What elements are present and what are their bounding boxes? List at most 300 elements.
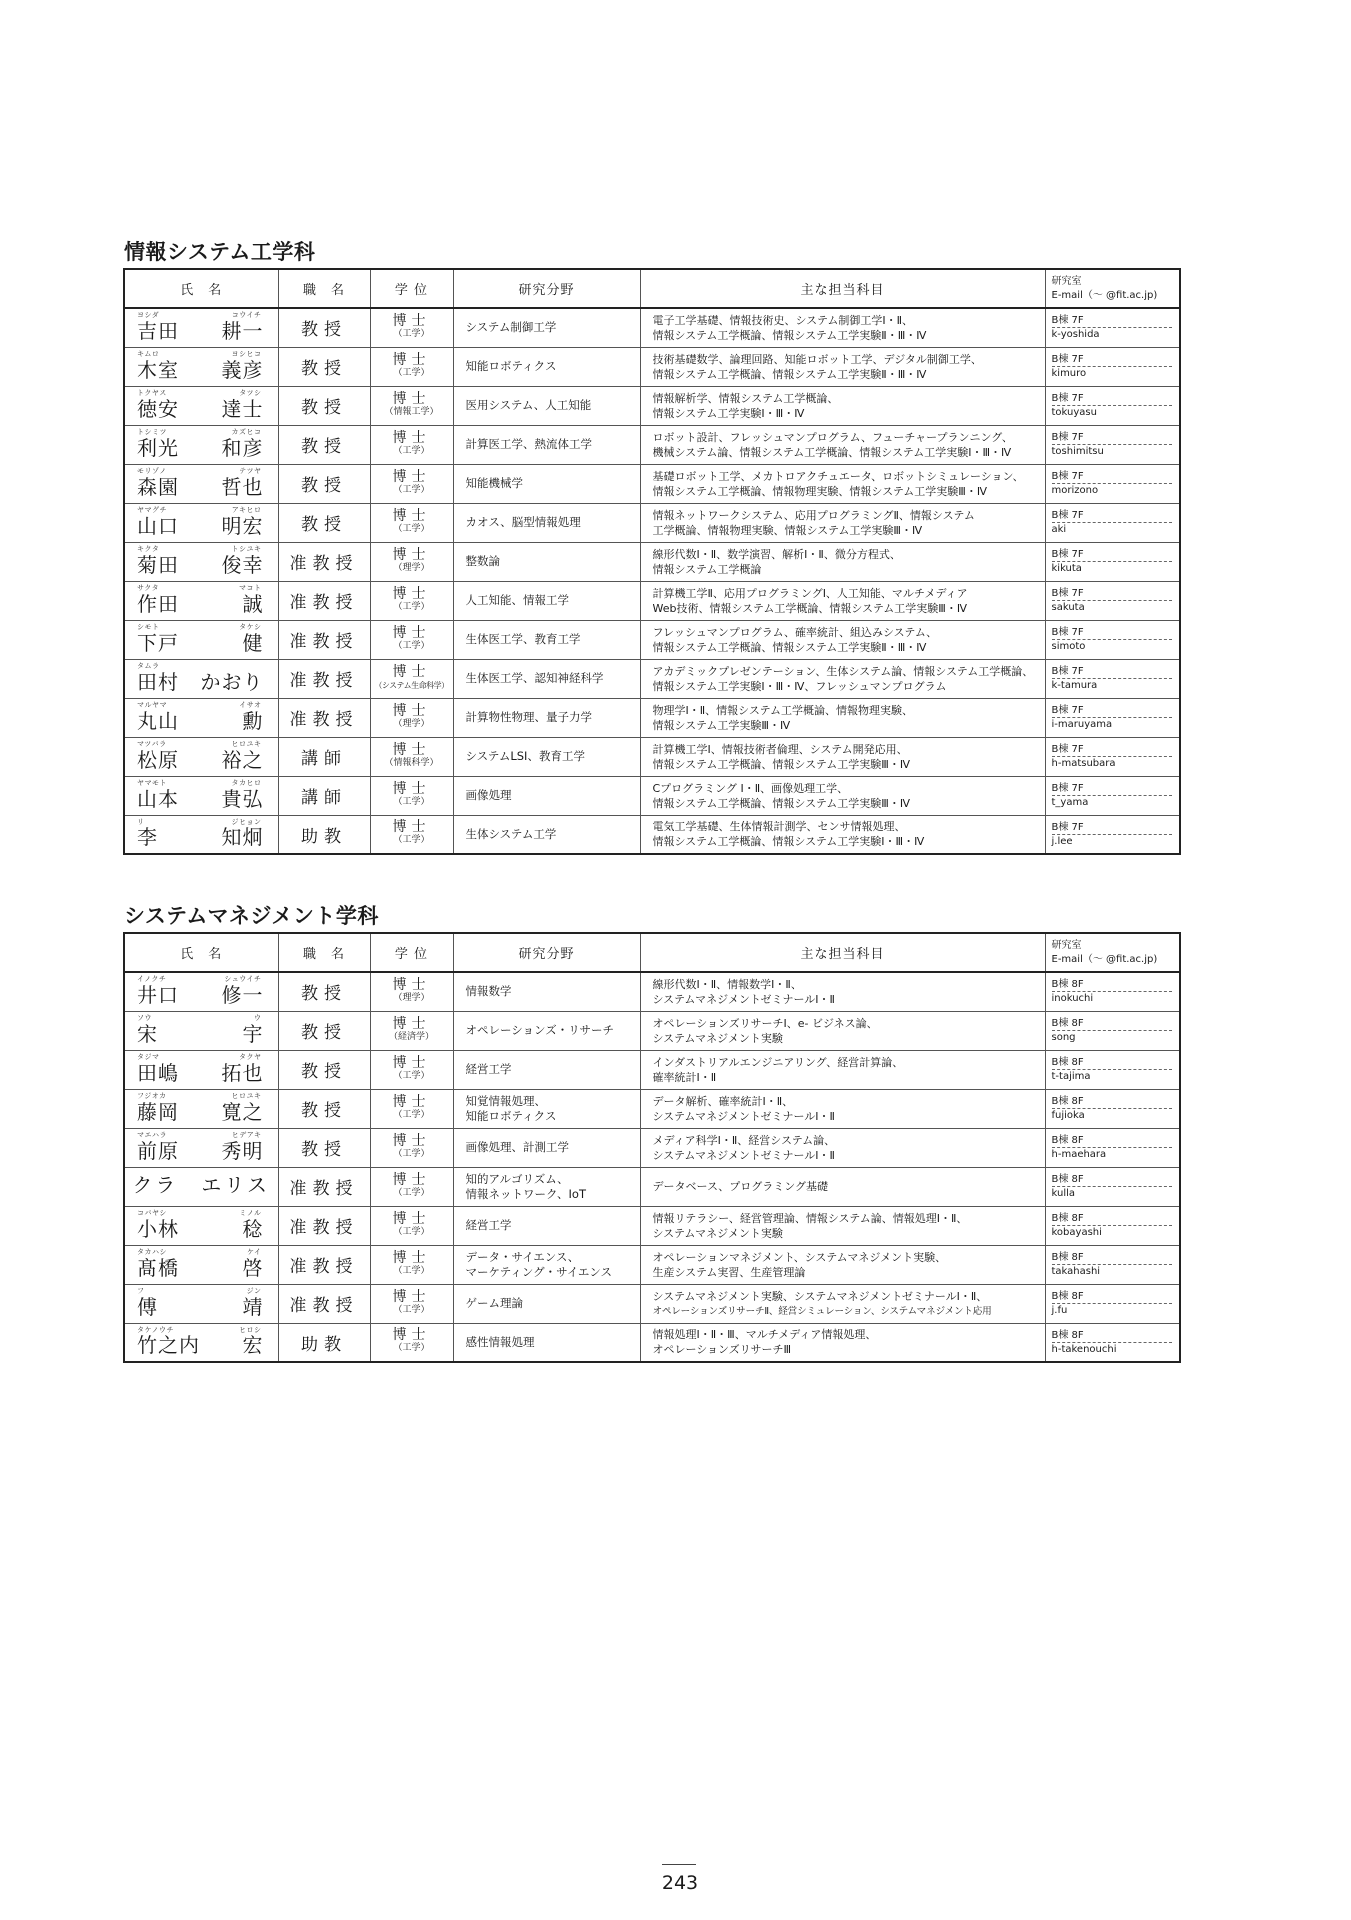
room: B棟 7F (1052, 509, 1172, 523)
degree-title: 博士 (392, 1132, 431, 1149)
subject-line: 情報処理Ⅰ・Ⅱ・Ⅲ、マルチメディア情報処理、 (652, 1328, 877, 1342)
subject-line: オペレーションズリサーチⅠ、e- ビジネス論、 (652, 1016, 878, 1030)
subjects-cell (640, 1167, 1045, 1206)
subject-line: システムマネジメント実験、システムマネジメントゼミナールⅠ・Ⅱ、 (652, 1289, 988, 1303)
family-name: 山本 (137, 786, 179, 811)
faculty-degree-cell (370, 308, 453, 347)
faculty-position: 准教授 (278, 1284, 370, 1323)
email: fujioka (1051, 1110, 1085, 1121)
faculty-name-cell (124, 620, 278, 659)
room: B棟 7F (1052, 548, 1172, 562)
furigana-given: アキヒロ (231, 505, 262, 514)
faculty-degree-cell (370, 972, 453, 1011)
furigana-given: ジヒョン (231, 817, 262, 826)
faculty-degree-cell (370, 1089, 453, 1128)
research-field-line: 生体医工学、認知神経科学 (465, 671, 604, 685)
faculty-position: 教授 (278, 1011, 370, 1050)
subject-line: 電気工学基礎、生体情報計測学、センサ情報処理、 (652, 820, 906, 834)
header-email: E-mail（～ @fit.ac.jp) (1051, 289, 1158, 301)
subject-line: 情報システム工学実験Ⅰ・Ⅲ・Ⅳ、フレッシュマンプログラム (652, 679, 947, 693)
degree-title: 博士 (392, 741, 431, 758)
furigana-given: ジン (246, 1286, 262, 1295)
faculty-position: 教授 (278, 1128, 370, 1167)
furigana-given: シュウイチ (224, 975, 262, 983)
research-field-cell (453, 1050, 640, 1089)
faculty-position: 教授 (278, 1089, 370, 1128)
degree-field: （システム生命科学） (374, 680, 449, 690)
table-row (124, 503, 1180, 542)
subjects-cell (640, 386, 1045, 425)
room-email-cell (1045, 542, 1180, 581)
subjects-cell (640, 1284, 1045, 1323)
room-email-cell (1045, 1050, 1180, 1089)
research-field-cell (453, 347, 640, 386)
header-room: 研究室 (1051, 939, 1082, 951)
given-name: 義彦 (221, 357, 264, 382)
subject-line: データベース、プログラミング基礎 (652, 1180, 829, 1193)
email: song (1051, 1032, 1076, 1043)
research-field-line: 知的アルゴリズム、 (465, 1171, 569, 1186)
faculty-table-system-management (123, 932, 1181, 1363)
faculty-position: 教授 (278, 308, 370, 347)
family-name: 山口 (137, 513, 179, 538)
room-email-cell (1045, 776, 1180, 815)
room: B棟 8F (1052, 1095, 1172, 1109)
faculty-name-cell (124, 1128, 278, 1167)
degree-title: 博士 (392, 780, 431, 797)
room-email-cell (1045, 1206, 1180, 1245)
table-row (124, 425, 1180, 464)
family-name: 傅 (137, 1294, 158, 1319)
subjects-cell (640, 1011, 1045, 1050)
faculty-degree-cell (370, 464, 453, 503)
given-name: 和彦 (221, 435, 264, 460)
degree-field: （工学） (393, 640, 430, 651)
room: B棟 8F (1052, 1251, 1172, 1265)
faculty-position: 講師 (278, 776, 370, 815)
research-field-line: 画像処理 (465, 788, 512, 802)
family-name: 松原 (137, 747, 179, 772)
furigana-family: マツバラ (137, 739, 167, 748)
degree-field: （理学） (393, 562, 430, 573)
email: t-tajima (1051, 1071, 1091, 1082)
table-row (124, 776, 1180, 815)
degree-field: （理学） (393, 992, 430, 1003)
given-name: 誠 (242, 591, 264, 616)
subject-line: 計算機工学Ⅱ、応用プログラミングⅠ、人工知能、マルチメディア (652, 586, 968, 600)
given-name: 宏 (242, 1333, 264, 1357)
faculty-position: 准教授 (278, 698, 370, 737)
degree-title: 博士 (392, 1171, 431, 1188)
furigana-given: ケイ (246, 1247, 262, 1256)
family-name: 徳安 (137, 396, 179, 421)
family-name: 森園 (137, 474, 179, 499)
room: B棟 7F (1052, 821, 1172, 835)
research-field-cell (453, 464, 640, 503)
email: h-matsubara (1051, 758, 1116, 769)
research-field-line: 経営工学 (465, 1062, 512, 1076)
faculty-name-cell (124, 776, 278, 815)
header-position: 職 名 (278, 269, 370, 308)
faculty-position: 教授 (278, 347, 370, 386)
degree-field: （工学） (393, 796, 430, 807)
degree-field: （工学） (393, 484, 430, 495)
room: B棟 7F (1052, 782, 1172, 796)
furigana-family: キムロ (137, 349, 160, 358)
research-field-cell (453, 542, 640, 581)
research-field-cell (453, 1089, 640, 1128)
subjects-cell (640, 1128, 1045, 1167)
header-field: 研究分野 (453, 269, 640, 308)
faculty-degree-cell (370, 1167, 453, 1206)
degree-title: 博士 (392, 1210, 431, 1227)
header-subjects: 主な担当科目 (640, 933, 1045, 972)
subject-line: 情報システム工学実験Ⅲ・Ⅳ (652, 718, 791, 732)
faculty-position: 助教 (278, 815, 370, 854)
room-email-cell (1045, 1167, 1180, 1206)
degree-field: （工学） (393, 1070, 430, 1081)
research-field-line: ゲーム理論 (465, 1296, 523, 1310)
room: B棟 7F (1052, 314, 1172, 328)
research-field-cell (453, 425, 640, 464)
furigana-given: トシユキ (231, 544, 262, 553)
faculty-name-cell (124, 1284, 278, 1323)
subjects-cell (640, 308, 1045, 347)
furigana-family: トクヤス (137, 388, 167, 397)
header-name: 氏 名 (124, 933, 278, 972)
email: t_yama (1051, 797, 1089, 808)
degree-field: （工学） (393, 1343, 430, 1354)
given-name: 明宏 (221, 513, 264, 538)
header-email: E-mail（～ @fit.ac.jp) (1051, 953, 1158, 965)
table-row (124, 347, 1180, 386)
room-email-cell (1045, 815, 1180, 854)
degree-title: 博士 (392, 1327, 431, 1344)
research-field-line: 生体医工学、教育工学 (465, 632, 581, 646)
furigana-family: タジマ (137, 1052, 160, 1061)
table-row (124, 308, 1180, 347)
subjects-cell (640, 1206, 1045, 1245)
given-name: 寛之 (221, 1099, 264, 1124)
furigana-family: ヤマモト (137, 778, 167, 787)
email: inokuchi (1051, 993, 1094, 1005)
subjects-cell (640, 659, 1045, 698)
table-row (124, 1128, 1180, 1167)
degree-field: （工学） (393, 601, 430, 612)
table-row (124, 1206, 1180, 1245)
faculty-degree-cell (370, 1284, 453, 1323)
faculty-position: 教授 (278, 1050, 370, 1089)
furigana-family: コバヤシ (137, 1208, 167, 1217)
table-row (124, 815, 1180, 854)
research-field-line: マーケティング・サイエンス (465, 1264, 613, 1279)
subject-line: 情報システム工学概論、情報システム工学実験Ⅰ・Ⅲ・Ⅳ (652, 835, 925, 849)
faculty-position: 教授 (278, 386, 370, 425)
degree-field: （理学） (393, 718, 430, 729)
research-field-line: 感性情報処理 (465, 1334, 535, 1349)
subject-line: 情報システム工学概論、情報システム工学実験Ⅱ・Ⅲ・Ⅳ (652, 640, 927, 654)
faculty-degree-cell (370, 1011, 453, 1050)
subject-line: システムマネジメント実験 (652, 1031, 783, 1045)
room: B棟 7F (1052, 743, 1172, 757)
table-row (124, 1245, 1180, 1284)
header-room-email (1045, 933, 1180, 972)
faculty-name-cell (124, 1089, 278, 1128)
room: B棟 8F (1052, 1134, 1172, 1148)
furigana-family: マルヤマ (137, 700, 167, 709)
room: B棟 7F (1052, 470, 1172, 484)
subject-line: データ解析、確率統計Ⅰ・Ⅱ、 (652, 1094, 794, 1108)
degree-title: 博士 (392, 624, 431, 641)
degree-field: （工学） (393, 445, 430, 456)
faculty-name: クラ エリス (132, 1172, 271, 1197)
research-field-cell (453, 815, 640, 854)
faculty-position: 准教授 (278, 1245, 370, 1284)
research-field-cell (453, 776, 640, 815)
faculty-position: 教授 (278, 425, 370, 464)
room: B棟 7F (1052, 353, 1172, 367)
room: B棟 7F (1052, 392, 1172, 406)
research-field-cell (453, 386, 640, 425)
table-row (124, 464, 1180, 503)
furigana-given: カズヒコ (231, 427, 262, 436)
subject-line: 計算機工学Ⅰ、情報技術者倫理、システム開発応用、 (652, 742, 908, 756)
subjects-cell (640, 698, 1045, 737)
room-email-cell (1045, 581, 1180, 620)
room-email-cell (1045, 308, 1180, 347)
email: takahashi (1051, 1266, 1101, 1277)
email: kimuro (1051, 368, 1087, 379)
furigana-family: タカハシ (137, 1247, 167, 1256)
degree-field: （工学） (393, 328, 430, 339)
room: B棟 7F (1052, 626, 1172, 640)
room: B棟 8F (1052, 1212, 1172, 1226)
furigana-family: フ (137, 1286, 145, 1295)
email: kikuta (1051, 563, 1082, 574)
subjects-cell (640, 737, 1045, 776)
degree-title: 博士 (392, 976, 431, 993)
room-email-cell (1045, 698, 1180, 737)
research-field-line: 整数論 (465, 554, 500, 568)
subject-line: 情報システム工学概論、情報システム工学実験Ⅱ・Ⅲ・Ⅳ (652, 367, 927, 381)
header-room: 研究室 (1051, 275, 1082, 287)
research-field-cell (453, 1206, 640, 1245)
room-email-cell (1045, 503, 1180, 542)
faculty-name-cell (124, 972, 278, 1011)
table-row (124, 1323, 1180, 1362)
family-name: 利光 (137, 435, 179, 460)
email: kobayashi (1051, 1227, 1102, 1238)
furigana-given: ヨシヒコ (231, 349, 262, 358)
family-name: 藤岡 (137, 1099, 179, 1124)
research-field-cell (453, 972, 640, 1011)
given-name: 宇 (242, 1021, 264, 1046)
given-name: 靖 (242, 1294, 264, 1319)
table-header-row (124, 269, 1180, 308)
faculty-degree-cell (370, 620, 453, 659)
family-name: 竹之内 (137, 1333, 200, 1357)
degree-field: （工学） (393, 835, 430, 846)
email: j.lee (1051, 835, 1073, 847)
subject-line: 情報システム工学概論、情報システム工学実験Ⅱ・Ⅲ・Ⅳ (652, 328, 927, 342)
faculty-name-cell (124, 1206, 278, 1245)
email: k-tamura (1051, 680, 1098, 691)
subject-line: オペレーションズリサーチⅡ、経営シミュレーション、システムマネジメント応用 (652, 1305, 992, 1317)
research-field-cell (453, 737, 640, 776)
furigana-given: ヒロユキ (231, 739, 262, 748)
faculty-position: 准教授 (278, 620, 370, 659)
family-name: 下戸 (137, 630, 179, 655)
email: h-maehara (1051, 1149, 1107, 1160)
given-name: 俊幸 (221, 552, 264, 577)
room-email-cell (1045, 1245, 1180, 1284)
research-field-cell (453, 1245, 640, 1284)
room: B棟 8F (1052, 1329, 1172, 1343)
table-row (124, 542, 1180, 581)
family-name: 作田 (137, 591, 179, 616)
subject-line: メディア科学Ⅰ・Ⅱ、経営システム論、 (652, 1133, 836, 1147)
degree-title: 博士 (392, 390, 431, 407)
email: h-takenouchi (1051, 1343, 1117, 1355)
degree-field: （工学） (393, 523, 430, 534)
room-email-cell (1045, 620, 1180, 659)
research-field-cell (453, 659, 640, 698)
research-field-line: 計算医工学、熱流体工学 (465, 437, 592, 451)
given-name: 啓 (242, 1255, 264, 1280)
subjects-cell (640, 815, 1045, 854)
given-name: 拓也 (221, 1060, 264, 1085)
room-email-cell (1045, 464, 1180, 503)
furigana-family: モリゾノ (137, 466, 167, 475)
research-field-line: データ・サイエンス、 (465, 1249, 580, 1264)
faculty-position: 講師 (278, 737, 370, 776)
subject-line: オペレーションズリサーチⅢ (652, 1343, 792, 1357)
room: B棟 8F (1052, 1056, 1172, 1070)
email: toshimitsu (1051, 446, 1104, 457)
faculty-position: 准教授 (278, 542, 370, 581)
furigana-family: ヤマグチ (137, 505, 167, 514)
email: k-yoshida (1051, 329, 1100, 341)
furigana-family: サクタ (137, 583, 160, 592)
family-name: 前原 (137, 1138, 179, 1163)
furigana-given: テツヤ (239, 466, 262, 475)
subject-line: 電子工学基礎、情報技術史、システム制御工学Ⅰ・Ⅱ、 (652, 313, 914, 327)
family-name: 菊田 (137, 552, 179, 577)
table-row (124, 620, 1180, 659)
degree-title: 博士 (392, 663, 431, 680)
degree-title: 博士 (392, 819, 431, 836)
degree-title: 博士 (392, 429, 431, 446)
faculty-position: 准教授 (278, 581, 370, 620)
header-subjects: 主な担当科目 (640, 269, 1045, 308)
family-name: 田村 (137, 669, 179, 694)
table-row (124, 581, 1180, 620)
table-row (124, 1284, 1180, 1323)
research-field-line: 知能機械学 (465, 476, 523, 490)
faculty-name-cell (124, 1323, 278, 1362)
furigana-given: タケシ (239, 622, 262, 631)
degree-field: （工学） (393, 1109, 430, 1120)
degree-title: 博士 (392, 1249, 431, 1266)
research-field-cell (453, 1284, 640, 1323)
furigana-family: タムラ (137, 661, 160, 670)
furigana-given: ヒロシ (239, 1325, 262, 1334)
furigana-family: リ (137, 817, 145, 826)
furigana-family: タケノウチ (137, 1325, 175, 1334)
faculty-position: 助教 (278, 1323, 370, 1362)
faculty-name-cell (124, 581, 278, 620)
furigana-given: コウイチ (231, 311, 262, 319)
subject-line: アカデミックプレゼンテーション、生体システム論、情報システム工学概論、 (652, 664, 1034, 678)
family-name: 宋 (137, 1021, 158, 1046)
room-email-cell (1045, 1128, 1180, 1167)
degree-field: （情報工学） (384, 406, 439, 417)
faculty-name-cell (124, 698, 278, 737)
family-name: 髙橋 (137, 1255, 179, 1280)
faculty-degree-cell (370, 776, 453, 815)
faculty-position: 准教授 (278, 1167, 370, 1206)
faculty-name-cell (124, 815, 278, 854)
family-name: 丸山 (137, 708, 179, 733)
subjects-cell (640, 581, 1045, 620)
furigana-given: ヒロユキ (231, 1091, 262, 1100)
faculty-degree-cell (370, 347, 453, 386)
table-row (124, 1167, 1180, 1206)
room: B棟 8F (1052, 978, 1172, 992)
faculty-degree-cell (370, 1050, 453, 1089)
faculty-name-cell (124, 659, 278, 698)
subject-line: 物理学Ⅰ・Ⅱ、情報システム工学概論、情報物理実験、 (652, 703, 914, 717)
research-field-cell (453, 620, 640, 659)
subject-line: 生産システム実習、生産管理論 (652, 1265, 806, 1279)
room-email-cell (1045, 1323, 1180, 1362)
given-name: 哲也 (221, 474, 264, 499)
degree-title: 博士 (392, 1054, 431, 1071)
table-header-row (124, 933, 1180, 972)
furigana-given: タクヤ (239, 1052, 262, 1061)
dept-title-system-management: システムマネジメント学科 (124, 904, 379, 928)
degree-title: 博士 (392, 507, 431, 524)
room: B棟 7F (1052, 431, 1172, 445)
research-field-cell (453, 1011, 640, 1050)
subject-line: 工学概論、情報物理実験、情報システム工学実験Ⅲ・Ⅳ (652, 523, 923, 537)
given-name: 達士 (221, 396, 264, 421)
furigana-family: フジオカ (137, 1091, 167, 1100)
room: B棟 7F (1052, 665, 1172, 679)
research-field-line: システムLSI、教育工学 (465, 749, 585, 763)
subject-line: Cプログラミング Ⅰ・Ⅱ、画像処理工学、 (652, 781, 849, 795)
furigana-family: シモト (137, 622, 160, 631)
subjects-cell (640, 1323, 1045, 1362)
subjects-cell (640, 1050, 1045, 1089)
furigana-family: キクタ (137, 544, 160, 553)
given-name: 貴弘 (221, 786, 264, 811)
subject-line: 情報システム工学概論、情報システム工学実験Ⅲ・Ⅳ (652, 757, 911, 771)
research-field-line: 画像処理、計測工学 (465, 1140, 569, 1154)
given-name: かおり (200, 669, 264, 694)
room-email-cell (1045, 386, 1180, 425)
subjects-cell (640, 425, 1045, 464)
header-field: 研究分野 (453, 933, 640, 972)
furigana-given: タカヒロ (231, 778, 262, 787)
subject-line: フレッシュマンプログラム、確率統計、組込みシステム、 (652, 625, 938, 639)
email: tokuyasu (1051, 407, 1097, 418)
faculty-degree-cell (370, 386, 453, 425)
subject-line: システムマネジメント実験 (652, 1226, 783, 1240)
degree-title: 博士 (392, 468, 431, 485)
subject-line: 技術基礎数学、論理回路、知能ロボット工学、デジタル制御工学、 (652, 352, 982, 366)
faculty-degree-cell (370, 815, 453, 854)
